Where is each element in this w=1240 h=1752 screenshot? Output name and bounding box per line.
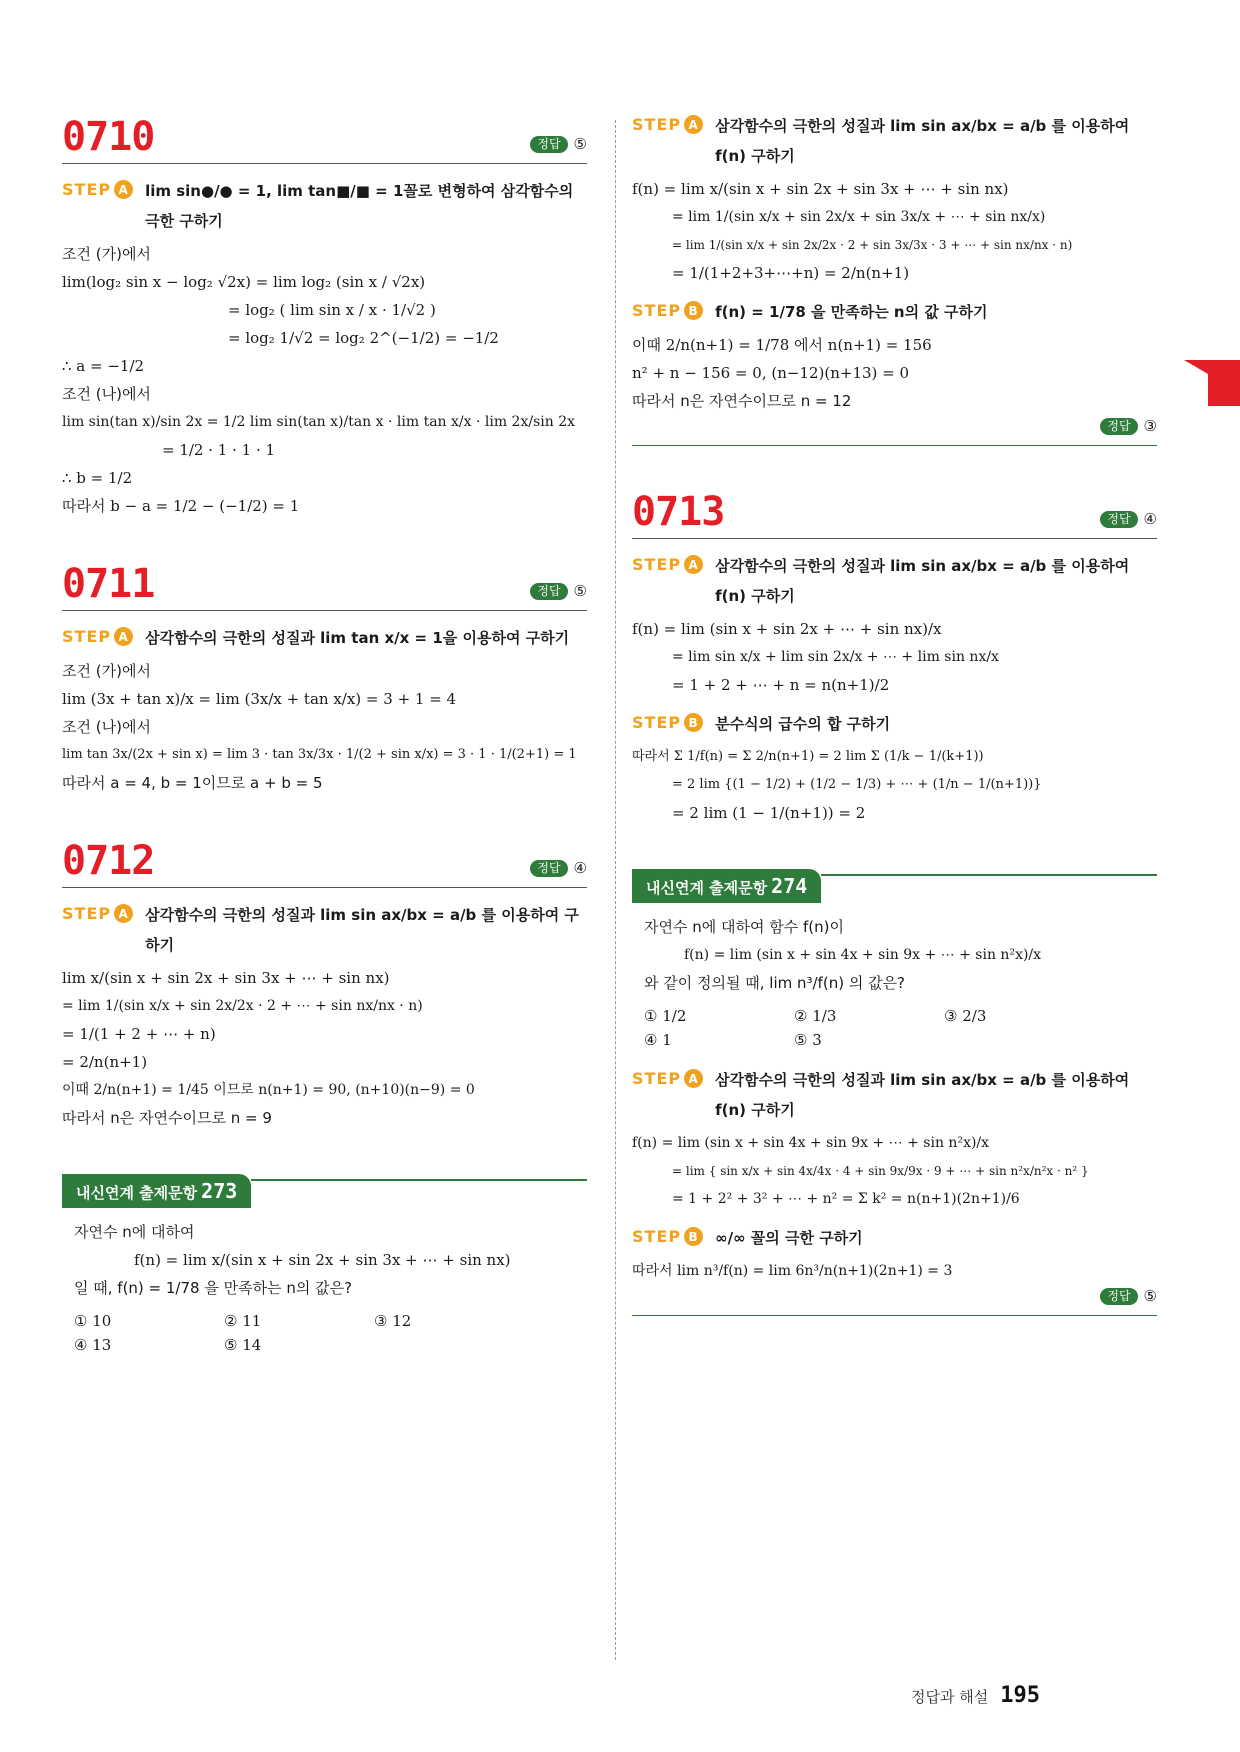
box-rule (251, 1179, 587, 1181)
problem-0712 (62, 839, 587, 1130)
choice-1[interactable]: ① 1/2 (644, 1007, 687, 1025)
solution-line: 따라서 Σ 1/f(n) = Σ 2/n(n+1) = 2 lim Σ (1/k − 1/(k+1)) (632, 749, 984, 764)
step-letter-badge: A (114, 904, 133, 923)
answer-badge: 정답 (1100, 1288, 1137, 1305)
answer-value: ③ (1143, 417, 1157, 435)
step-title: 삼각함수의 극한의 성질과 lim sin ax/bx = a/b 를 이용하여 f(n) 구하기 (715, 557, 1130, 605)
step-label (632, 713, 703, 732)
step-label (62, 627, 133, 646)
solution-line: = lim 1/(sin x/x + sin 2x/x + sin 3x/x + ⋯ + sin nx/x) (672, 209, 1046, 225)
problem-0710 (62, 115, 587, 518)
problem-line: 자연수 n에 대하여 (74, 1223, 195, 1241)
answer-badge: 정답 (1100, 511, 1137, 528)
solution-274 (632, 1069, 1157, 1316)
exam-problem-box-273 (62, 1174, 587, 1358)
answer-badge: 정답 (530, 136, 567, 153)
solution-line: ∴ a = −1/2 (62, 357, 145, 375)
box-rule (821, 874, 1157, 876)
answer-mark (530, 859, 587, 883)
step-letter-badge: A (114, 180, 133, 199)
solution-line: = lim 1/(sin x/x + sin 2x/2x · 2 + sin 3x/3x · 3 + ⋯ + sin nx/nx · n) (672, 238, 1073, 252)
step-title: 삼각함수의 극한의 성질과 lim sin ax/bx = a/b 를 이용하여 f(n) 구하기 (715, 1071, 1130, 1119)
problem-header (62, 839, 587, 888)
solution-line: = lim { sin x/x + sin 4x/4x · 4 + sin 9x/9x · 9 + ⋯ + sin n²x/n²x · n² } (672, 1164, 1089, 1178)
box-body (632, 903, 1157, 1053)
choice-4[interactable]: ④ 1 (644, 1031, 672, 1049)
problem-line: f(n) = lim (sin x + sin 4x + sin 9x + ⋯ + sin n²x)/x (684, 947, 1042, 963)
page-number: 195 (1000, 1683, 1040, 1708)
solution-line: 조건 (나)에서 (62, 718, 151, 736)
solution-line: = 2 lim {(1 − 1/2) + (1/2 − 1/3) + ⋯ + (1/n − 1/(n+1))} (672, 777, 1042, 792)
step-title: 삼각함수의 극한의 성질과 lim sin ax/bx = a/b 를 이용하여 f(n) 구하기 (715, 117, 1130, 165)
solution-line: f(n) = lim (sin x + sin 2x + ⋯ + sin nx)/x (632, 620, 942, 638)
choice-1[interactable]: ① 10 (74, 1312, 112, 1330)
box-number: 273 (201, 1179, 238, 1203)
step-label (632, 1227, 703, 1246)
choice-2[interactable]: ② 1/3 (794, 1007, 837, 1025)
answer-badge: 정답 (1100, 418, 1137, 435)
solution-line: = 1 + 2² + 3² + ⋯ + n² = Σ k² = n(n+1)(2n+1)/6 (672, 1191, 1020, 1207)
step-a (62, 904, 587, 960)
box-tag-text: 내신연계 출제문항 (76, 1184, 198, 1202)
step-a (632, 1069, 1157, 1125)
step-b (632, 713, 1157, 739)
problem-0713 (632, 490, 1157, 825)
solution-line: 조건 (가)에서 (62, 662, 151, 680)
step-word: STEP (632, 1227, 682, 1246)
solution-line: = 1/(1 + 2 + ⋯ + n) (62, 1025, 216, 1043)
step-a (632, 115, 1157, 171)
solution-273 (632, 115, 1157, 446)
solution-line: lim(log₂ sin x − log₂ √2x) = lim log₂ (sin x / √2x) (62, 273, 426, 291)
step-word: STEP (632, 555, 682, 574)
box-header (62, 1174, 587, 1208)
problem-line: f(n) = lim x/(sin x + sin 2x + sin 3x + ⋯ + sin nx) (134, 1251, 511, 1269)
step-word: STEP (62, 627, 112, 646)
problem-line: 일 때, f(n) = 1/78 을 만족하는 n의 값은? (74, 1279, 353, 1297)
solution-line: = 1 + 2 + ⋯ + n = n(n+1)/2 (672, 676, 890, 694)
solution-line: = lim sin x/x + lim sin 2x/x + ⋯ + lim sin nx/x (672, 649, 999, 665)
step-letter-badge: A (684, 1069, 703, 1088)
step-title: lim sin●/● = 1, lim tan■/■ = 1꼴로 변형하여 삼각함수의 극한 구하기 (145, 182, 574, 230)
box-tag (632, 869, 821, 903)
choice-list (644, 1007, 1145, 1049)
solution-line: = log₂ 1/√2 = log₂ 2^(−1/2) = −1/2 (228, 329, 499, 347)
page-footer (911, 1683, 1040, 1708)
choice-2[interactable]: ② 11 (224, 1312, 262, 1330)
step-a (632, 555, 1157, 611)
solution-line: 따라서 n은 자연수이므로 n = 9 (62, 1109, 272, 1127)
step-title: 삼각함수의 극한의 성질과 lim tan x/x = 1을 이용하여 구하기 (145, 629, 570, 647)
choice-3[interactable]: ③ 2/3 (944, 1007, 987, 1025)
answer-value: ⑤ (573, 582, 587, 600)
problem-line: 와 같이 정의될 때, lim n³/f(n) 의 값은? (644, 974, 906, 992)
answer-mark (530, 135, 587, 159)
step-title: 삼각함수의 극한의 성질과 lim sin ax/bx = a/b 를 이용하여 구하기 (145, 906, 579, 954)
solution-line: = lim 1/(sin x/x + sin 2x/2x · 2 + ⋯ + sin nx/nx · n) (62, 998, 423, 1014)
choice-4[interactable]: ④ 13 (74, 1336, 112, 1354)
step-word: STEP (632, 115, 682, 134)
step-title: f(n) = 1/78 을 만족하는 n의 값 구하기 (715, 303, 988, 321)
box-header (632, 869, 1157, 903)
answer-badge: 정답 (530, 860, 567, 877)
step-label (62, 904, 133, 923)
step-word: STEP (62, 180, 112, 199)
solution-line: = 2/n(n+1) (62, 1053, 148, 1071)
choice-3[interactable]: ③ 12 (374, 1312, 412, 1330)
step-a (62, 627, 587, 653)
problem-0711 (62, 562, 587, 795)
step-letter-badge: B (684, 713, 703, 732)
solution-line: 따라서 lim n³/f(n) = lim 6n³/n(n+1)(2n+1) = 3 (632, 1263, 953, 1279)
solution-line: lim (3x + tan x)/x = lim (3x/x + tan x/x) = 3 + 1 = 4 (62, 690, 457, 708)
chapter-tab-marker (1208, 360, 1240, 406)
solution-line: 따라서 n은 자연수이므로 n = 12 (632, 392, 852, 410)
step-a (62, 180, 587, 236)
problem-number: 0711 (62, 561, 155, 607)
exam-problem-box-274 (632, 869, 1157, 1053)
box-tag-text: 내신연계 출제문항 (646, 879, 768, 897)
problem-header (62, 115, 587, 164)
problem-header (62, 562, 587, 611)
answer-value: ④ (573, 859, 587, 877)
step-label (632, 301, 703, 320)
step-label (632, 1069, 703, 1088)
problem-number: 0710 (62, 114, 155, 160)
solution-line: 조건 (가)에서 (62, 245, 151, 263)
step-word: STEP (632, 713, 682, 732)
answer-row (632, 417, 1157, 446)
solution-line: ∴ b = 1/2 (62, 469, 133, 487)
step-word: STEP (62, 904, 112, 923)
answer-value: ⑤ (1143, 1287, 1157, 1305)
left-column (62, 115, 587, 1358)
box-body (62, 1208, 587, 1358)
step-word: STEP (632, 1069, 682, 1088)
choice-5[interactable]: ⑤ 3 (794, 1031, 822, 1049)
answer-value: ⑤ (573, 135, 587, 153)
solution-line: f(n) = lim (sin x + sin 4x + sin 9x + ⋯ + sin n²x)/x (632, 1135, 990, 1151)
solution-line: lim sin(tan x)/sin 2x = 1/2 lim sin(tan x)/tan x · lim tan x/x · lim 2x/sin 2x (62, 414, 576, 430)
solution-line: = 1/(1+2+3+⋯+n) = 2/n(n+1) (672, 264, 910, 282)
problem-line: 자연수 n에 대하여 함수 f(n)이 (644, 918, 844, 936)
step-label (62, 180, 133, 199)
step-b (632, 1227, 1157, 1253)
solution-line: f(n) = lim x/(sin x + sin 2x + sin 3x + ⋯ + sin nx) (632, 180, 1009, 198)
answer-mark (1100, 510, 1157, 534)
solution-line: = log₂ ( lim sin x / x · 1/√2 ) (228, 301, 436, 319)
solution-line: = 1/2 · 1 · 1 · 1 (162, 441, 276, 459)
box-tag (62, 1174, 251, 1208)
answer-badge: 정답 (530, 583, 567, 600)
solution-line: 이때 2/n(n+1) = 1/45 이므로 n(n+1) = 90, (n+10)(n−9) = 0 (62, 1082, 475, 1098)
answer-row (632, 1287, 1157, 1316)
solution-line: 따라서 a = 4, b = 1이므로 a + b = 5 (62, 774, 323, 792)
box-number: 274 (771, 874, 808, 898)
answer-value: ④ (1143, 510, 1157, 528)
problem-header (632, 490, 1157, 539)
step-label (632, 115, 703, 134)
step-b (632, 301, 1157, 327)
solution-line: lim x/(sin x + sin 2x + sin 3x + ⋯ + sin nx) (62, 969, 390, 987)
solution-line: lim tan 3x/(2x + sin x) = lim 3 · tan 3x/3x · 1/(2 + sin x/x) = 3 · 1 · 1/(2+1) = 1 (62, 747, 577, 762)
column-divider (615, 120, 616, 1660)
choice-5[interactable]: ⑤ 14 (224, 1336, 262, 1354)
choice-list (74, 1312, 575, 1354)
right-column (632, 115, 1157, 1316)
solution-line: 조건 (나)에서 (62, 385, 151, 403)
step-letter-badge: A (684, 555, 703, 574)
solution-line: = 2 lim (1 − 1/(n+1)) = 2 (672, 804, 866, 822)
problem-number: 0712 (62, 838, 155, 884)
step-label (632, 555, 703, 574)
step-letter-badge: A (684, 115, 703, 134)
step-letter-badge: B (684, 301, 703, 320)
step-letter-badge: A (114, 627, 133, 646)
footer-label: 정답과 해설 (911, 1688, 989, 1706)
step-letter-badge: B (684, 1227, 703, 1246)
solution-line: 이때 2/n(n+1) = 1/78 에서 n(n+1) = 156 (632, 336, 932, 354)
problem-number: 0713 (632, 489, 725, 535)
answer-mark (530, 582, 587, 606)
step-title: 분수식의 급수의 합 구하기 (715, 715, 891, 733)
step-word: STEP (632, 301, 682, 320)
solution-line: n² + n − 156 = 0, (n−12)(n+13) = 0 (632, 364, 910, 382)
step-title: ∞/∞ 꼴의 극한 구하기 (715, 1229, 863, 1247)
solution-line: 따라서 b − a = 1/2 − (−1/2) = 1 (62, 497, 300, 515)
